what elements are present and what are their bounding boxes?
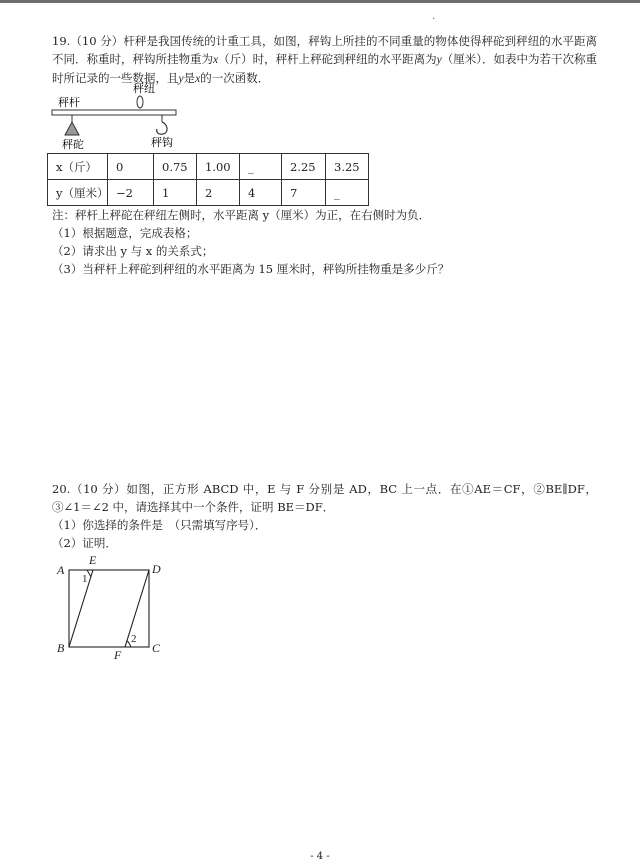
part-2: （2）请求出 y 与 x 的关系式； (52, 244, 214, 258)
stem-text: 是 (183, 71, 196, 85)
note-text: 注：秤杆上秤砣在秤纽左侧时，水平距离 y（厘米）为正，在右侧时为负． (52, 208, 431, 222)
scale-beam (52, 110, 176, 115)
stem-text: ．如表中为若干次称重时所记录的一些数据，且 (52, 52, 598, 85)
steelyard-figure (48, 80, 198, 155)
table-cell: 4 (240, 180, 282, 206)
table-row (48, 180, 369, 206)
hook-shape (157, 122, 167, 134)
stem-text: 如图，正方形 ABCD 中，E 与 F 分别是 AD，BC 上一点．在①AE＝CF，②BE∥DF，③∠1＝∠2 中，请选择其中一个条件，证明 BE＝DF． (52, 482, 597, 514)
table-cell: −2 (108, 180, 154, 206)
page-top-border (0, 0, 640, 3)
table-cell: y（厘米） (48, 180, 108, 206)
label-b: B (57, 641, 65, 655)
angle-1-arc (87, 570, 91, 577)
table-cell: 3.25 (326, 154, 369, 180)
question-score: （10 分） (70, 482, 127, 496)
unit-jin: （斤） (218, 52, 253, 66)
table-cell: 0 (108, 154, 154, 180)
question-score: （10 分） (70, 34, 124, 48)
page-number: - 4 - (310, 851, 330, 862)
weight-triangle (65, 122, 79, 135)
stem-text: 时，秤杆上秤砣到秤纽的水平距离为 (252, 52, 437, 66)
question-number: 20. (52, 482, 71, 496)
segment-df (125, 570, 149, 647)
label-gou: 秤钩 (151, 136, 173, 149)
var-y: y (436, 54, 442, 66)
scan-mark: · (432, 14, 436, 25)
part-1: （1）你选择的条件是 （只需填写序号）． (52, 518, 267, 532)
table-cell: 7 (282, 180, 326, 206)
part-1: （1）根据题意，完成表格； (52, 226, 198, 240)
data-table (47, 153, 369, 206)
unit-limi: （厘米） (441, 52, 483, 66)
table-cell: _ (326, 180, 369, 206)
var-y: y (178, 73, 184, 85)
table-cell: 1 (154, 180, 197, 206)
part-3: （3）当秤杆上秤砣到秤纽的水平距离为 15 厘米时，秤钩所挂物重是多少斤？ (52, 262, 450, 276)
label-gan: 秤杆 (58, 96, 80, 109)
part-2: （2）证明． (52, 536, 117, 550)
table-cell: _ (240, 154, 282, 180)
table-cell: 1.00 (197, 154, 240, 180)
question-number: 19. (52, 34, 71, 48)
stem-text: 杆秤是我国传统的计重工具，如图，秤钩上所挂的不同重量的物体使得秤砣到秤纽的水平距离不同．称重时，秤钩所挂物重为 (52, 34, 597, 66)
var-x: x (213, 54, 219, 66)
label-tuo: 秤砣 (62, 138, 84, 151)
table-cell: 2.25 (282, 154, 326, 180)
label-e: E (89, 553, 97, 567)
label-d: D (152, 562, 161, 576)
label-angle-1: 1 (82, 573, 88, 585)
table-cell: 2 (197, 180, 240, 206)
table-cell: 0.75 (154, 154, 197, 180)
label-a: A (57, 563, 65, 577)
table-row (48, 154, 369, 180)
square-figure (52, 553, 182, 663)
table-cell: x（斤） (48, 154, 108, 180)
segment-be (69, 570, 93, 647)
var-x: x (195, 73, 201, 85)
label-niu: 秤纽 (133, 82, 155, 95)
label-angle-2: 2 (131, 633, 137, 645)
stem-text: 的一次函数． (200, 71, 270, 85)
question-20-stem (52, 480, 597, 516)
label-f: F (114, 648, 122, 662)
label-c: C (152, 641, 161, 655)
question-19-parts (52, 206, 597, 278)
scale-knob (137, 96, 143, 108)
question-20 (52, 480, 597, 552)
